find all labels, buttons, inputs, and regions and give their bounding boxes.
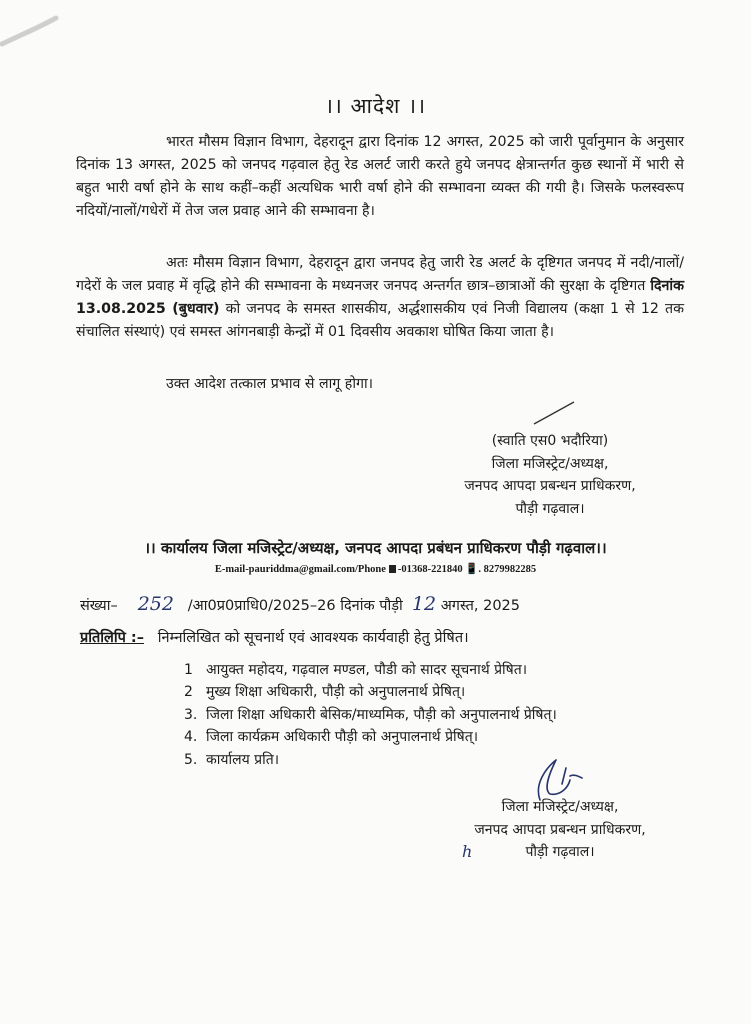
signatory-2-authority: जनपद आपदा प्रबन्धन प्राधिकरण, (474, 821, 646, 838)
paragraph-forecast-text: भारत मौसम विज्ञान विभाग, देहरादून द्वारा दिनांक 12 अगस्त, 2025 को जारी पूर्वानुमान के अनुसार दिनांक 13 अगस्त, 2025 को जनपद गढ़वाल हेतु रेड अलर्ट जारी करते हुये जनपद क्षेत्रान्तर्गत कुछ स्थानों में भारी से बहुत भारी वर्षा होने के साथ कहीं–कहीं अत्यधिक भारी वर्षा होने की सम्भावना व्यक्त की गयी है। जिसके फलस्वरूप नदियों/नालों/गधेरों में तेज जल प्रवाह आने की सम्भावना है। (76, 134, 684, 219)
reference-code: /आ0प्र0प्राधि0/2025–26 दिनांक पौड़ी (187, 598, 403, 614)
reference-label: संख्या– (80, 598, 118, 614)
contact-phone: -01368-221840 (397, 564, 463, 575)
reference-number-line (80, 593, 520, 615)
paragraph-holiday-order (76, 252, 684, 344)
list-item: 2 मुख्य शिक्षा अधिकारी, पौड़ी को अनुपालनार्थ प्रेषित्। (184, 684, 466, 701)
signature-mark (530, 398, 580, 428)
signatory-place: पौड़ी गढ़वाल। (515, 500, 585, 517)
list-item: 3. जिला शिक्षा अधिकारी बेसिक/माध्यमिक, पौड़ी को अनुपालनार्थ प्रेषित्। (184, 706, 557, 723)
handwritten-initial: h (462, 842, 473, 861)
signatory-name: (स्वाति एस0 भदौरिया) (491, 433, 609, 449)
effective-immediately-note: उक्त आदेश तत्काल प्रभाव से लागू होगा। (166, 376, 374, 392)
reference-day-handwritten: 12 (411, 593, 437, 615)
paper-scuff-mark (0, 10, 60, 50)
paragraph-holiday-text-after: को जनपद के समस्त शासकीय, अर्द्धशासकीय एवं निजी विद्यालय (कक्षा 1 से 12 तक संचालित संस्थाएं) एवं समस्त आंगनबाड़ी केन्द्रों में 01 दिवसीय अवकाश घोषित किया जाता है। (76, 301, 684, 340)
contact-line (0, 562, 751, 575)
mobile-icon: 📱 (465, 564, 479, 575)
signatory-block (400, 430, 700, 520)
holiday-date: दिनांक 13.08.2025 (बुधवार) (76, 278, 684, 317)
list-item: 5. कार्यालय प्रति। (184, 751, 280, 768)
list-item: 1 आयुक्त महोदय, गढ़वाल मण्डल, पौडी को सादर सूचनार्थ प्रेषित। (184, 662, 528, 678)
copy-to-line (80, 627, 469, 647)
contact-mobile: . 8279982285 (478, 564, 537, 575)
paragraph-holiday-text-before: अतः मौसम विज्ञान विभाग, देहरादून द्वारा जनपद हेतु जारी रेड अलर्ट के दृष्टिगत जनपद में नदी/नालों/गदेरों के जल प्रवाह में वृद्धि होने की सम्भावना के मध्यनजर जनपद अन्तर्गत छात्र–छात्राओं की सुरक्षा के दृष्टिगत (76, 255, 684, 294)
paragraph-forecast (76, 131, 684, 223)
reference-month-year: अगस्त, 2025 (440, 598, 521, 614)
recipients-list (184, 659, 557, 771)
reference-number-handwritten: 252 (137, 593, 174, 615)
signatory-block-2 (410, 796, 710, 864)
signatory-authority: जनपद आपदा प्रबन्धन प्राधिकरण, (464, 478, 636, 494)
phone-icon (389, 565, 396, 573)
signatory-2-place: पौड़ी गढ़वाल। (525, 844, 595, 860)
signatory-designation: जिला मजिस्ट्रेट/अध्यक्ष, (491, 455, 609, 472)
copy-label: प्रतिलिपि :– (80, 630, 144, 646)
office-header: ।। कार्यालय जिला मजिस्ट्रेट/अध्यक्ष, जनपद आपदा प्रबंधन प्राधिकरण पौड़ी गढ़वाल।। (144, 539, 607, 557)
signatory-2-designation: जिला मजिस्ट्रेट/अध्यक्ष, (501, 799, 619, 815)
copy-text: निम्नलिखित को सूचनार्थ एवं आवश्यक कार्यवाही हेतु प्रेषित। (157, 630, 469, 646)
contact-email: E-mail-pauriddma@gmail.com/Phone (214, 564, 386, 575)
list-item: 4. जिला कार्यक्रम अधिकारी पौड़ी को अनुपालनार्थ प्रेषित्। (184, 729, 479, 746)
order-title: ।। आदेश ।। (324, 94, 427, 118)
